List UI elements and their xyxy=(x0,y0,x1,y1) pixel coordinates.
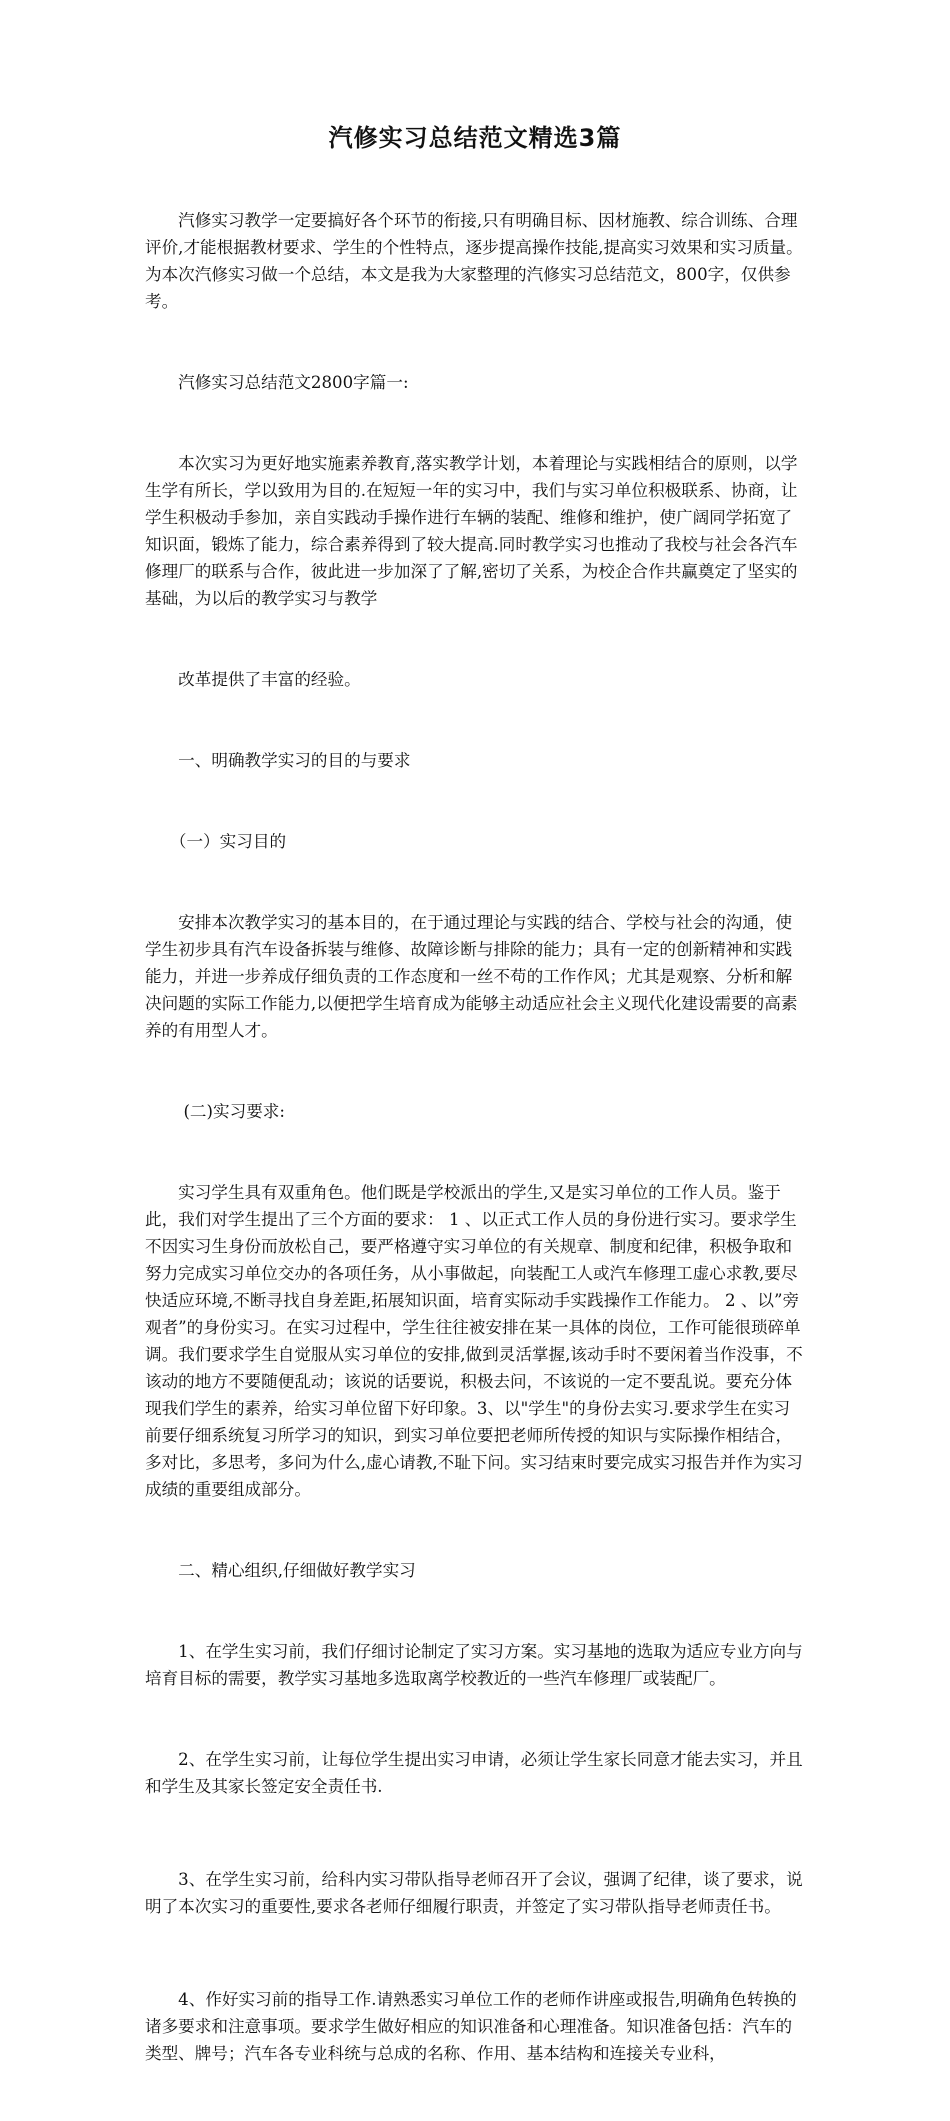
document-title: 汽修实习总结范文精选3篇 xyxy=(328,124,622,152)
paragraph-step-1: 1、在学生实习前，我们仔细讨论制定了实习方案。实习基地的选取为适应专业方向与培育目标的需要，教学实习基地多选取离学校教近的一些汽车修理厂或装配厂。 xyxy=(145,1642,803,1688)
document-body xyxy=(145,153,805,2121)
paragraph-intro: 汽修实习教学一定要搞好各个环节的衔接,只有明确目标、因材施教、综合训练、合理评价,才能根据教材要求、学生的个性特点，逐步提高操作技能,提高实习效果和实习质量。为本次汽修实习做一个总结，本文是我为大家整理的汽修实习总结范文，800字，仅供参考。 xyxy=(145,211,803,311)
heading-1-2: (二)实习要求: xyxy=(145,1102,285,1121)
heading-1-1: （一）实习目的 xyxy=(145,832,287,851)
paragraph-step-4: 4、作好实习前的指导工作.请熟悉实习单位工作的老师作讲座或报告,明确角色转换的诸多要求和注意事项。要求学生做好相应的知识准备和心理准备。知识准备包括：汽车的类型、牌号；汽车各专业科统与总成的名称、作用、基本结构和连接关专业科， xyxy=(145,1990,797,2063)
heading-1: 一、明确教学实习的目的与要求 xyxy=(145,751,411,770)
paragraph-purpose: 安排本次教学实习的基本目的，在于通过理论与实践的结合、学校与社会的沟通，使学生初步具有汽车设备拆装与维修、故障诊断与排除的能力；具有一定的创新精神和实践能力，并进一步养成仔细负责的工作态度和一丝不苟的工作作风；尤其是观察、分析和解决问题的实际工作能力,以便把学生培育成为能够主动适应社会主义现代化建设需要的高素养的有用型人才。 xyxy=(145,913,798,1040)
paragraph-subtitle: 汽修实习总结范文2800字篇一: xyxy=(145,373,409,392)
heading-2: 二、精心组织,仔细做好教学实习 xyxy=(145,1561,416,1580)
paragraph-main: 本次实习为更好地实施素养教育,落实教学计划，本着理论与实践相结合的原则，以学生学有所长，学以致用为目的.在短短一年的实习中，我们与实习单位积极联系、协商，让学生积极动手参加，亲自实践动手操作进行车辆的装配、维修和维护，使广阔同学拓宽了知识面，锻炼了能力，综合素养得到了较大提高.同时教学实习也推动了我校与社会各汽车修理厂的联系与合作，彼此进一步加深了了解,密切了关系，为校企合作共赢奠定了坚实的基础，为以后的教学实习与教学 xyxy=(145,454,798,608)
paragraph-reform: 改革提供了丰富的经验。 xyxy=(145,670,361,689)
paragraph-step-3: 3、在学生实习前，给科内实习带队指导老师召开了会议，强调了纪律，谈了要求，说明了本次实习的重要性,要求各老师仔细履行职责，并签定了实习带队指导老师责任书。 xyxy=(145,1870,803,1916)
paragraph-requirements: 实习学生具有双重角色。他们既是学校派出的学生,又是实习单位的工作人员。鉴于此，我们对学生提出了三个方面的要求： 1 、以正式工作人员的身份进行实习。要求学生不因实习生身份而放松自己，要严格遵守实习单位的有关规章、制度和纪律，积极争取和努力完成实习单位交办的各项任务，从小事做起，向装配工人或汽车修理工虚心求教,要尽快适应环境,不断寻找自身差距,拓展知识面，培育实际动手实践操作工作能力。 2 、以”旁观者”的身份实习。在实习过程中，学生往往被安排在某一具体的岗位，工作可能很琐碎单调。我们要求学生自觉服从实习单位的安排,做到灵活掌握,该动手时不要闲着当作没事，不该动的地方不要随便乱动；该说的话要说，积极去问，不该说的一定不要乱说。要充分体现我们学生的素养，给实习单位留下好印象。3、以"学生"的身份去实习.要求学生在实习前要仔细系统复习所学习的知识，到实习单位要把老师所传授的知识与实际操作相结合，多对比，多思考，多问为什么,虚心请教,不耻下问。实习结束时要完成实习报告并作为实习成绩的重要组成部分。 xyxy=(145,1183,803,1499)
paragraph-step-2: 2、在学生实习前，让每位学生提出实习申请，必须让学生家长同意才能去实习，并且和学生及其家长签定安全责任书. xyxy=(145,1750,803,1796)
